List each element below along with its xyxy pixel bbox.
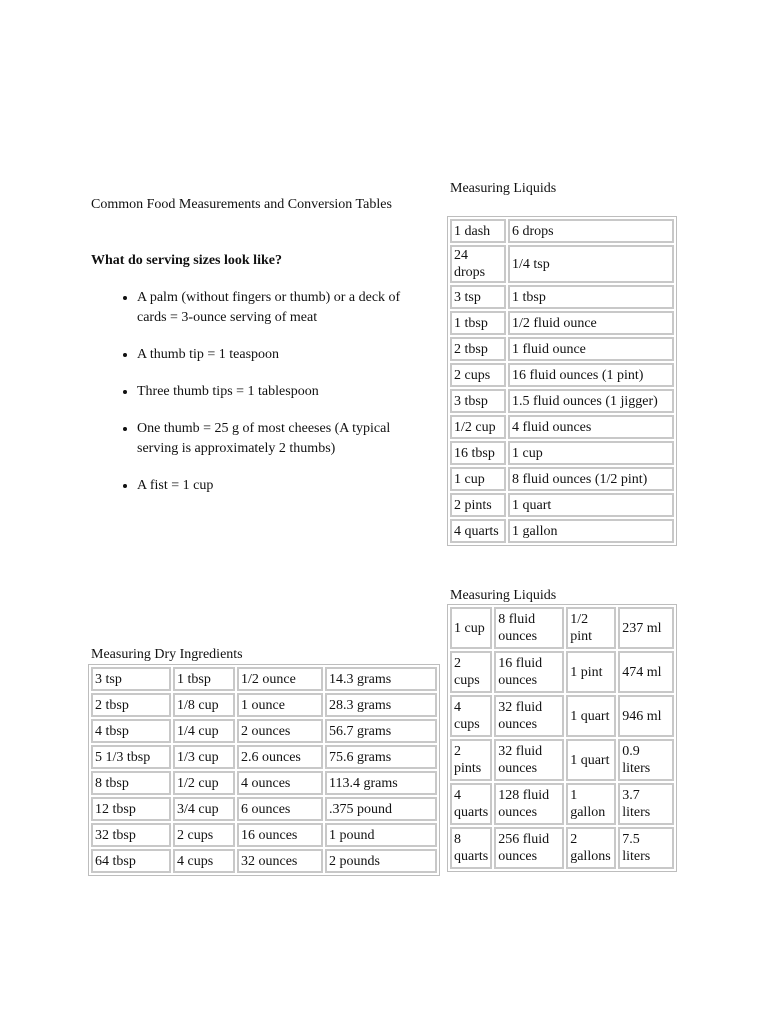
table-cell: 2 ounces <box>237 719 323 743</box>
dry-table-caption: Measuring Dry Ingredients <box>91 647 243 662</box>
table-cell: 1 tbsp <box>450 311 506 335</box>
table-row <box>450 389 674 413</box>
table-cell: 2 pints <box>450 739 492 781</box>
list-item: • One thumb = 25 g of most cheeses (A typical serving is approximately 2 thumbs) <box>137 419 431 459</box>
table-cell: 12 tbsp <box>91 797 171 821</box>
table-row <box>91 771 437 795</box>
table-cell: 7.5 liters <box>618 827 674 869</box>
table-row <box>91 745 437 769</box>
liquids-table-1-caption-block <box>450 180 556 198</box>
table-cell: 16 tbsp <box>450 441 506 465</box>
table-cell: 474 ml <box>618 651 674 693</box>
table-cell: 0.9 liters <box>618 739 674 781</box>
list-item: • A palm (without fingers or thumb) or a deck of cards = 3-ounce serving of meat <box>137 288 431 328</box>
table-cell: 1 cup <box>508 441 674 465</box>
table-cell: 1 ounce <box>237 693 323 717</box>
table-cell: 2 cups <box>450 651 492 693</box>
table-row <box>450 441 674 465</box>
serving-sizes-list <box>91 288 431 496</box>
table-cell: 8 fluid ounces (1/2 pint) <box>508 467 674 491</box>
table-cell: 64 tbsp <box>91 849 171 873</box>
table-cell: 1/4 tsp <box>508 245 674 283</box>
table-cell: 237 ml <box>618 607 674 649</box>
table-cell: 3 tsp <box>450 285 506 309</box>
table-cell: 1/2 pint <box>566 607 616 649</box>
table-row <box>450 285 674 309</box>
table-row <box>450 245 674 283</box>
table-cell: 75.6 grams <box>325 745 437 769</box>
table-cell: 28.3 grams <box>325 693 437 717</box>
table-cell: 24 drops <box>450 245 506 283</box>
table-row <box>450 827 674 869</box>
table-cell: 32 tbsp <box>91 823 171 847</box>
table-cell: 1 tbsp <box>173 667 235 691</box>
table-row <box>91 719 437 743</box>
table-row <box>450 493 674 517</box>
table-row <box>450 467 674 491</box>
table-cell: 4 quarts <box>450 783 492 825</box>
table-cell: 1 cup <box>450 467 506 491</box>
table-cell: 3 tsp <box>91 667 171 691</box>
table-row <box>91 849 437 873</box>
table-cell: 4 ounces <box>237 771 323 795</box>
table-cell: 16 ounces <box>237 823 323 847</box>
list-item: • A fist = 1 cup <box>137 476 431 496</box>
table-cell: 1/2 fluid ounce <box>508 311 674 335</box>
table-cell: 4 cups <box>173 849 235 873</box>
table-cell: 1/2 ounce <box>237 667 323 691</box>
table-row <box>450 519 674 543</box>
table-cell: 8 tbsp <box>91 771 171 795</box>
table-cell: 1 fluid ounce <box>508 337 674 361</box>
list-item: • A thumb tip = 1 teaspoon <box>137 345 431 365</box>
table-cell: 1 pint <box>566 651 616 693</box>
table-row <box>450 607 674 649</box>
table-cell: 1 cup <box>450 607 492 649</box>
table-cell: 128 fluid ounces <box>494 783 564 825</box>
table-cell: 14.3 grams <box>325 667 437 691</box>
table-cell: 16 fluid ounces (1 pint) <box>508 363 674 387</box>
table-cell: 2 gallons <box>566 827 616 869</box>
table-cell: 1 quart <box>566 739 616 781</box>
table-cell: 1 tbsp <box>508 285 674 309</box>
table-cell: 256 fluid ounces <box>494 827 564 869</box>
table-cell: 2 pints <box>450 493 506 517</box>
table-cell: 2 cups <box>450 363 506 387</box>
liquids-table-2-caption-block <box>450 587 556 605</box>
table-cell: .375 pound <box>325 797 437 821</box>
liquids-table-2-caption: Measuring Liquids <box>450 588 557 603</box>
liquids-table-2 <box>447 604 677 872</box>
table-cell: 4 tbsp <box>91 719 171 743</box>
table-cell: 1 gallon <box>566 783 616 825</box>
table-row <box>450 337 674 361</box>
table-row <box>450 363 674 387</box>
table-cell: 1 dash <box>450 219 506 243</box>
table-cell: 3 tbsp <box>450 389 506 413</box>
table-cell: 3.7 liters <box>618 783 674 825</box>
table-cell: 16 fluid ounces <box>494 651 564 693</box>
table-cell: 1 quart <box>566 695 616 737</box>
table-cell: 32 ounces <box>237 849 323 873</box>
table-row <box>450 695 674 737</box>
table-cell: 6 drops <box>508 219 674 243</box>
document-title-block <box>91 196 392 214</box>
table-row <box>91 693 437 717</box>
table-cell: 2 pounds <box>325 849 437 873</box>
table-row <box>91 797 437 821</box>
table-row <box>450 651 674 693</box>
table-row <box>450 415 674 439</box>
table-cell: 1.5 fluid ounces (1 jigger) <box>508 389 674 413</box>
table-row <box>450 219 674 243</box>
serving-sizes-section <box>91 252 431 513</box>
table-cell: 6 ounces <box>237 797 323 821</box>
table-cell: 56.7 grams <box>325 719 437 743</box>
table-cell: 1/8 cup <box>173 693 235 717</box>
list-item: • Three thumb tips = 1 tablespoon <box>137 382 431 402</box>
table-cell: 2 tbsp <box>450 337 506 361</box>
table-cell: 4 fluid ounces <box>508 415 674 439</box>
dry-ingredients-table <box>88 664 440 876</box>
table-cell: 5 1/3 tbsp <box>91 745 171 769</box>
dry-table-caption-block <box>91 646 243 664</box>
table-cell: 4 quarts <box>450 519 506 543</box>
table-cell: 32 fluid ounces <box>494 739 564 781</box>
table-cell: 1/3 cup <box>173 745 235 769</box>
table-cell: 946 ml <box>618 695 674 737</box>
table-cell: 1/2 cup <box>450 415 506 439</box>
table-cell: 8 quarts <box>450 827 492 869</box>
table-cell: 8 fluid ounces <box>494 607 564 649</box>
table-row <box>91 823 437 847</box>
table-row <box>450 783 674 825</box>
table-row <box>450 739 674 781</box>
table-row <box>450 311 674 335</box>
table-cell: 1 pound <box>325 823 437 847</box>
serving-sizes-heading: What do serving sizes look like? <box>91 253 282 268</box>
liquids-table-1-caption: Measuring Liquids <box>450 181 557 196</box>
table-cell: 1 quart <box>508 493 674 517</box>
table-cell: 1/2 cup <box>173 771 235 795</box>
table-row <box>91 667 437 691</box>
table-cell: 4 cups <box>450 695 492 737</box>
table-cell: 1 gallon <box>508 519 674 543</box>
liquids-table-1 <box>447 216 677 546</box>
table-cell: 2 cups <box>173 823 235 847</box>
table-cell: 3/4 cup <box>173 797 235 821</box>
table-cell: 1/4 cup <box>173 719 235 743</box>
table-cell: 2.6 ounces <box>237 745 323 769</box>
table-cell: 32 fluid ounces <box>494 695 564 737</box>
table-cell: 2 tbsp <box>91 693 171 717</box>
table-cell: 113.4 grams <box>325 771 437 795</box>
document-title: Common Food Measurements and Conversion Tables <box>91 197 392 212</box>
